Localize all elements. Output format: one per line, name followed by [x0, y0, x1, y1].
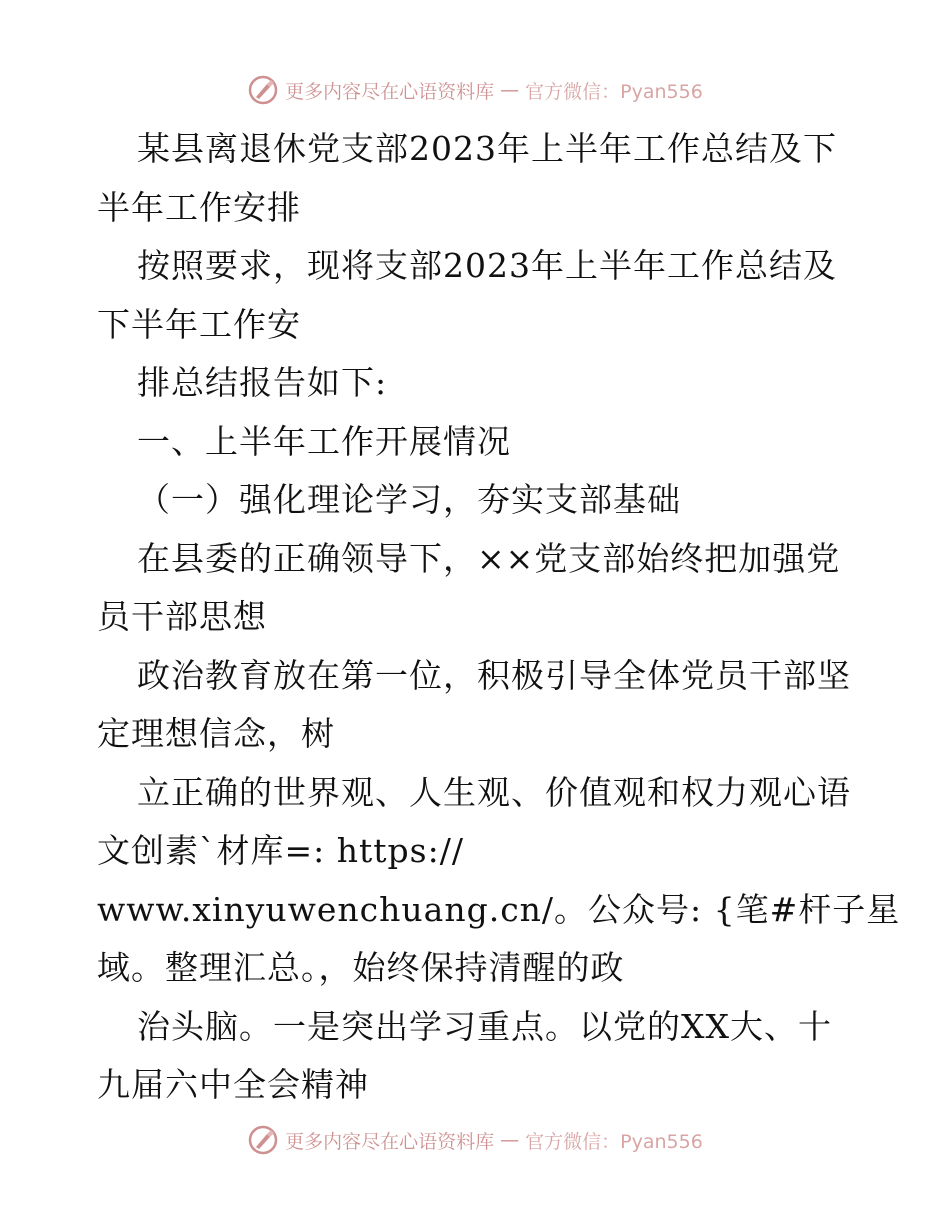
- text-line: 治头脑。一是突出学习重点。以党的XX大、十: [137, 1006, 832, 1046]
- text-line: 按照要求，现将支部2023年上半年工作总结及: [137, 246, 837, 285]
- watermark-wechat: 官方微信：Pyan556: [525, 80, 703, 103]
- pen-logo-icon: [247, 74, 279, 106]
- watermark-wechat: 官方微信：Pyan556: [525, 1130, 703, 1153]
- text-line: www.xinyuwenchuang.cn/。公众号: {笔#杆子星: [97, 889, 901, 929]
- text-line: 半年工作安排: [97, 187, 301, 227]
- text-line: 定理想信念，树: [97, 714, 335, 753]
- text-line: （一）强化理论学习，夯实支部基础: [137, 480, 681, 519]
- text-line: 域。整理汇总。，始终保持清醒的政: [97, 948, 625, 987]
- watermark-separator: —: [500, 1129, 520, 1151]
- text-line: 某县离退休党支部2023年上半年工作总结及下: [137, 129, 837, 168]
- watermark-top: [0, 72, 950, 108]
- text-line: 一、上半年工作开展情况: [137, 421, 511, 461]
- watermark-text: 更多内容尽在心语资料库: [285, 80, 495, 103]
- text-line: 排总结报告如下:: [137, 363, 388, 402]
- text-line: 下半年工作安: [97, 304, 301, 344]
- watermark-bottom: [0, 1122, 950, 1158]
- text-line: 立正确的世界观、人生观、价值观和权力观心语: [137, 772, 851, 812]
- watermark-text: 更多内容尽在心语资料库: [285, 1130, 495, 1153]
- text-line: 员干部思想: [97, 597, 267, 636]
- watermark-separator: —: [500, 79, 520, 101]
- text-line: 在县委的正确领导下，××党支部始终把加强党: [137, 538, 841, 578]
- document-body: [97, 120, 901, 1115]
- text-line: 九届六中全会精神: [97, 1065, 369, 1104]
- text-line: 政治教育放在第一位，积极引导全体党员干部坚: [137, 655, 851, 695]
- text-line: 文创素`材库=: https://: [97, 831, 464, 870]
- pen-logo-icon: [247, 1124, 279, 1156]
